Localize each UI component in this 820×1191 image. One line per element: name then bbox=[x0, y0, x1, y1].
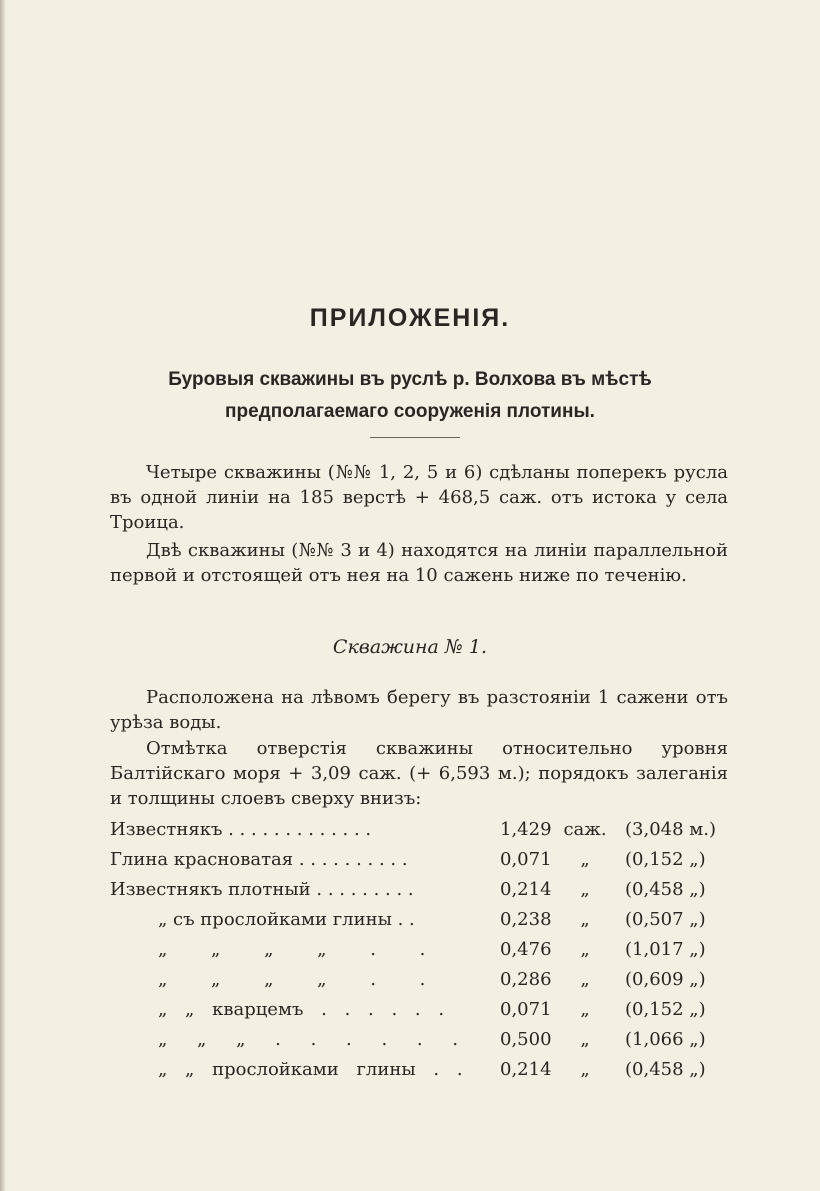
table-row bbox=[110, 965, 730, 995]
layer-thickness: 1,429 bbox=[500, 819, 552, 840]
layers-table bbox=[110, 815, 730, 1085]
layer-metric: (1,017 „) bbox=[625, 939, 706, 960]
page-edge-shadow bbox=[0, 0, 6, 1191]
section-paragraph-2: Отмѣтка отверстія скважины относительно уровня Балтійскаго моря + 3,09 саж. (+ 6,593 м.); порядокъ залеганія и толщины слоевъ сверху внизъ: bbox=[110, 738, 728, 809]
layer-metric: (0,152 „) bbox=[625, 999, 706, 1020]
layer-metric: (0,458 „) bbox=[625, 879, 706, 900]
layer-unit: „ bbox=[580, 1029, 590, 1050]
page-subtitle: Буровыя скважины въ руслѣ р. Волхова въ мѣстѣ предполагаемаго сооруженія плотины. bbox=[168, 369, 652, 422]
layer-name: Известнякъ . . . . . . . . . . . . . bbox=[110, 819, 372, 840]
layer-unit: „ bbox=[580, 1059, 590, 1080]
layer-unit: „ bbox=[580, 909, 590, 930]
layer-unit: „ bbox=[580, 999, 590, 1020]
layer-name: „ „ прослойками глины . . bbox=[158, 1059, 463, 1080]
layer-unit: „ bbox=[580, 969, 590, 990]
layer-thickness: 0,214 bbox=[500, 1059, 552, 1080]
layer-name: „ „ „ „ . . bbox=[158, 969, 426, 990]
intro-paragraph-2: Двѣ скважины (№№ 3 и 4) находятся на линіи параллельной первой и отстоящей отъ нея на 10 сажень ниже по теченію. bbox=[110, 540, 728, 586]
table-row bbox=[110, 1055, 730, 1085]
layer-name: „ съ прослойками глины . . bbox=[158, 909, 415, 930]
layer-metric: (3,048 м.) bbox=[625, 819, 717, 840]
layer-metric: (0,507 „) bbox=[625, 909, 706, 930]
layer-thickness: 0,071 bbox=[500, 849, 552, 870]
layer-name: „ „ кварцемъ . . . . . . bbox=[158, 999, 445, 1020]
layer-thickness: 0,476 bbox=[500, 939, 552, 960]
layer-metric: (0,458 „) bbox=[625, 1059, 706, 1080]
section-paragraph-1: Расположена на лѣвомъ берегу въ разстояніи 1 сажени отъ урѣза воды. bbox=[110, 687, 728, 733]
page-title: ПРИЛОЖЕНІЯ. bbox=[309, 304, 511, 332]
layer-thickness: 0,500 bbox=[500, 1029, 552, 1050]
layer-metric: (0,152 „) bbox=[625, 849, 706, 870]
title-divider bbox=[370, 437, 460, 438]
table-row bbox=[110, 845, 730, 875]
layer-name: Известнякъ плотный . . . . . . . . . bbox=[110, 879, 414, 900]
layer-unit: „ bbox=[580, 879, 590, 900]
table-row bbox=[110, 875, 730, 905]
table-row bbox=[110, 935, 730, 965]
layer-thickness: 0,071 bbox=[500, 999, 552, 1020]
intro-paragraph-1: Четыре скважины (№№ 1, 2, 5 и 6) сдѣланы поперекъ русла въ одной линіи на 185 верстѣ + 468,5 саж. отъ истока у села Троица. bbox=[110, 462, 728, 533]
layer-metric: (1,066 „) bbox=[625, 1029, 706, 1050]
layer-name: „ „ „ . . . . . . bbox=[158, 1029, 459, 1050]
table-row bbox=[110, 905, 730, 935]
table-row bbox=[110, 1025, 730, 1055]
layer-name: „ „ „ „ . . bbox=[158, 939, 426, 960]
layer-unit: „ bbox=[580, 849, 590, 870]
table-row bbox=[110, 815, 730, 845]
layer-name: Глина красноватая . . . . . . . . . . bbox=[110, 849, 408, 870]
layer-thickness: 0,214 bbox=[500, 879, 552, 900]
layer-metric: (0,609 „) bbox=[625, 969, 706, 990]
layer-thickness: 0,238 bbox=[500, 909, 552, 930]
layer-unit: саж. bbox=[563, 819, 607, 840]
layer-thickness: 0,286 bbox=[500, 969, 552, 990]
layer-unit: „ bbox=[580, 939, 590, 960]
table-row bbox=[110, 995, 730, 1025]
section-heading: Скважина № 1. bbox=[332, 636, 488, 658]
